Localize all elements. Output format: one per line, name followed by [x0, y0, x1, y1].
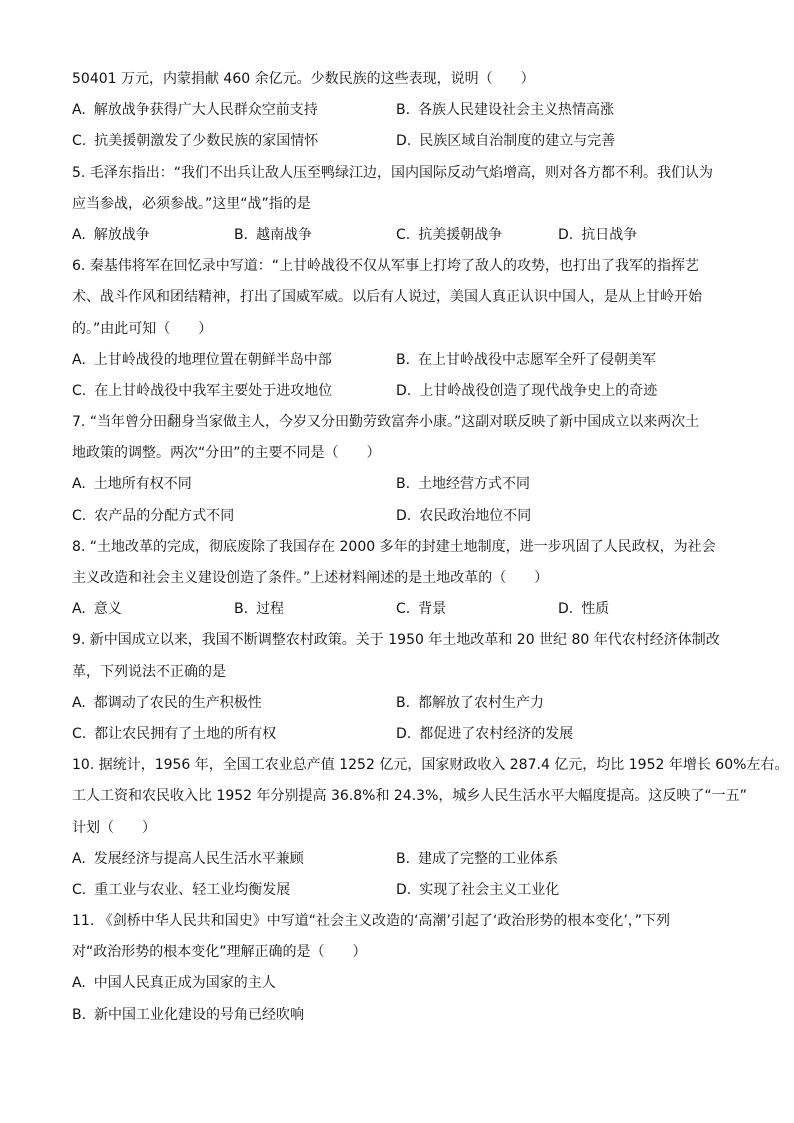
- q6-stem-line: 术、战斗作风和团结精神，打出了国威军威。以后有人说过，美国人真正认识中国人，是从上甘岭开始: [72, 289, 702, 306]
- q4-option-d[interactable]: D. 民族区域自治制度的建立与完善: [396, 133, 616, 150]
- q4-stem-line: 50401 万元，内蒙捐献 460 余亿元。少数民族的这些表现，说明（ ）: [72, 71, 535, 87]
- q10-stem-line: 计划（ ）: [72, 819, 156, 836]
- q10-options-row: [72, 875, 734, 906]
- q10-options-row: [72, 844, 734, 875]
- q9-option-d[interactable]: D. 都促进了农村经济的发展: [396, 725, 574, 742]
- q11-option-b[interactable]: B. 新中国工业化建设的号角已经吹响: [72, 1006, 305, 1023]
- q11-stem-line: 11. 《剑桥中华人民共和国史》中写道“社会主义改造的‘高潮’引起了‘政治形势的根本变化’，”下列: [72, 913, 671, 930]
- q10-option-c[interactable]: C. 重工业与农业、轻工业均衡发展: [72, 881, 291, 898]
- q7-option-b[interactable]: B. 土地经营方式不同: [396, 476, 531, 493]
- q8-option-a[interactable]: A. 意义: [72, 601, 122, 618]
- q6-stem-line: 6. 秦基伟将军在回忆录中写道：“上甘岭战役不仅从军事上打垮了敌人的攻势，也打出了我军的指挥艺: [72, 258, 700, 275]
- q9-options-row: [72, 719, 734, 750]
- q9-option-c[interactable]: C. 都让农民拥有了土地的所有权: [72, 725, 277, 742]
- q4-options-row: [72, 126, 734, 157]
- q7-option-a[interactable]: A. 土地所有权不同: [72, 476, 192, 493]
- q5-options-row: [72, 220, 734, 251]
- q10-stem-line: 10. 据统计，1956 年，全国工农业总产值 1252 亿元，国家财政收入 287.4 亿元，均比 1952 年增长 60%左右。: [72, 757, 789, 774]
- q8-option-b[interactable]: B. 过程: [234, 601, 285, 618]
- q6-option-c[interactable]: C. 在上甘岭战役中我军主要处于进攻地位: [72, 382, 333, 399]
- q6-options-row: [72, 376, 734, 407]
- q6-option-d[interactable]: D. 上甘岭战役创造了现代战争史上的奇迹: [396, 382, 658, 399]
- q4-option-b[interactable]: B. 各族人民建设社会主义热情高涨: [396, 102, 615, 119]
- q5-option-d[interactable]: D. 抗日战争: [558, 226, 638, 243]
- q4-options-row: [72, 95, 734, 126]
- q10-option-a[interactable]: A. 发展经济与提高人民生活水平兼顾: [72, 850, 304, 867]
- q7-options-row: [72, 469, 734, 500]
- q5-stem-line: 应当参战，必须参战。”这里“战”指的是: [72, 195, 311, 212]
- q7-stem-line: 7. “当年曾分田翻身当家做主人，今岁又分田勤劳致富奔小康。”这副对联反映了新中国成立以来两次土: [72, 414, 700, 431]
- q11-option-a[interactable]: A. 中国人民真正成为国家的主人: [72, 975, 276, 992]
- q9-stem-line: 9. 新中国成立以来，我国不断调整农村政策。关于 1950 年土地改革和 20 世纪 80 年代农村经济体制改: [72, 632, 720, 649]
- q9-options-row: [72, 688, 734, 719]
- q8-option-c[interactable]: C. 背景: [396, 601, 447, 618]
- q5-option-b[interactable]: B. 越南战争: [234, 226, 313, 243]
- q7-stem-line: 地政策的调整。两次“分田”的主要不同是（ ）: [72, 445, 381, 462]
- q4-option-c[interactable]: C. 抗美援朝激发了少数民族的家国情怀: [72, 133, 319, 150]
- q5-option-c[interactable]: C. 抗美援朝战争: [396, 226, 503, 243]
- q7-option-c[interactable]: C. 农产品的分配方式不同: [72, 507, 235, 524]
- q10-option-d[interactable]: D. 实现了社会主义工业化: [396, 881, 560, 898]
- q6-option-a[interactable]: A. 上甘岭战役的地理位置在朝鲜半岛中部: [72, 351, 332, 368]
- q9-option-a[interactable]: A. 都调动了农民的生产积极性: [72, 694, 262, 711]
- q5-stem-line: 5. 毛泽东指出：“我们不出兵让敌人压至鸭绿江边，国内国际反动气焰增高，则对各方都不利。我们认为: [72, 164, 714, 181]
- q7-options-row: [72, 501, 734, 532]
- q5-option-a[interactable]: A. 解放战争: [72, 226, 150, 243]
- q10-stem-line: 工人工资和农民收入比 1952 年分别提高 36.8%和 24.3%，城乡人民生活水平大幅度提高。这反映了“一五”: [72, 788, 747, 805]
- q4-option-a[interactable]: A. 解放战争获得广大人民群众空前支持: [72, 102, 318, 119]
- q8-stem-line: 主义改造和社会主义建设创造了条件。”上述材料阐述的是土地改革的（ ）: [72, 570, 549, 586]
- q6-options-row: [72, 345, 734, 376]
- q6-stem-line: 的。”由此可知（ ）: [72, 320, 213, 337]
- q6-option-b[interactable]: B. 在上甘岭战役中志愿军全歼了侵朝美军: [396, 351, 657, 368]
- q9-stem-line: 革，下列说法不正确的是: [72, 663, 226, 680]
- q8-options-row: [72, 594, 734, 625]
- q7-option-d[interactable]: D. 农民政治地位不同: [396, 507, 532, 524]
- q9-option-b[interactable]: B. 都解放了农村生产力: [396, 694, 545, 711]
- q8-stem-line: 8. “土地改革的完成，彻底废除了我国存在 2000 多年的封建土地制度，进一步巩固了人民政权，为社会: [72, 538, 716, 555]
- q11-stem-line: 对“政治形势的根本变化”理解正确的是（ ）: [72, 944, 367, 961]
- q8-option-d[interactable]: D. 性质: [558, 601, 610, 618]
- q10-option-b[interactable]: B. 建成了完整的工业体系: [396, 850, 559, 867]
